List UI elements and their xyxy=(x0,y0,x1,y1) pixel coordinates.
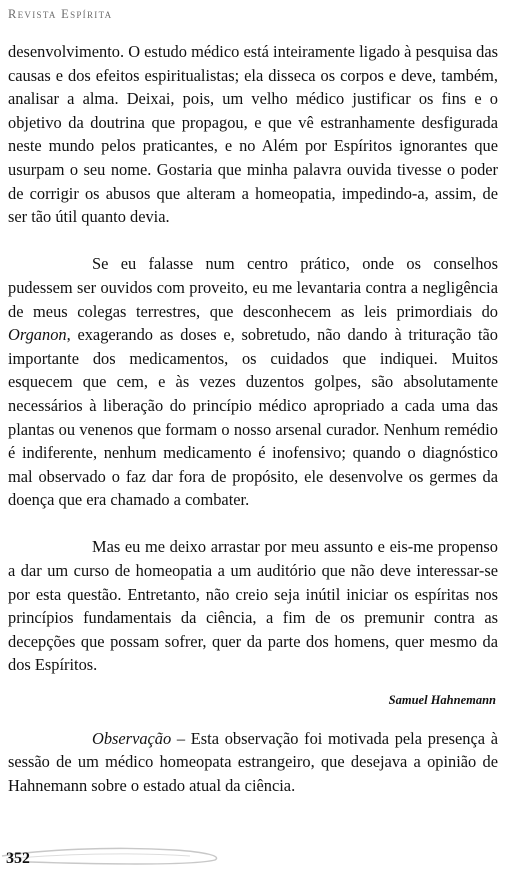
running-title: Revista Espírita xyxy=(8,7,113,21)
paragraph-3: Mas eu me deixo arrastar por meu assunto e eis-me propenso a dar um curso de homeopatia a um auditório que não deve interessar-se por esta questão. Entretanto, não creio seja inútil iniciar os espíritas nos princípios fundamentais da ciência, a fim de os premunir contra as decepções que possam sofrer, quer da parte dos homens, quer mesmo da dos Espíritos. xyxy=(8,537,498,675)
organon-italic: Organon xyxy=(8,325,67,345)
paragraph-2-start: Se eu falasse num centro prático, onde os conselhos pudessem ser ouvidos com proveito, eu me levantaria contra a negligência de meus colegas terrestres, que desconhecem as leis primordiais do xyxy=(8,254,498,321)
observation-note xyxy=(8,727,498,798)
page-footer xyxy=(0,836,507,869)
paragraph-2 xyxy=(8,252,498,512)
decorative-swoosh xyxy=(0,836,230,869)
observation-text: – Esta observação foi motivada pela presença à sessão de um médico homeopata estrangeiro, que desejava a opinião de Hahnemann sobre o estado atual da ciência. xyxy=(8,728,498,795)
paragraph-1: desenvolvimento. O estudo médico está inteiramente ligado à pesquisa das causas e dos efeitos espiritualistas; ela disseca os corpos e deve, também, analisar a alma. Deixai, pois, um velho médico justificar os fins e o objetivo da doutrina que propagou, e que vê estranhamente desfigurada neste mundo pelos praticantes, e no Além por Espíritos ignorantes que usurpam o seu nome. Gostaria que minha palavra ouvida tivesse o poder de corrigir os abusos que alteram a homeopatia, impedindo-a, assim, de ser tão útil quanto devia. xyxy=(8,42,498,227)
signature: Samuel Hahnemann xyxy=(388,693,496,708)
observation-label: Observação xyxy=(92,728,172,748)
body-text xyxy=(8,40,498,797)
page-number: 352 xyxy=(6,850,30,867)
paragraph-2-end: , exagerando as doses e, sobretudo, não dando à trituração tão importante dos medicamentos, os cuidados que indiquei. Muitos esquecem que cem, e às vezes duzentos golpes, são absolutamente necessários à liberação do princípio médico apropriado a cada uma das plantas ou venenos que formam o nosso arsenal curador. Nenhum remédio é indiferente, nenhum medicamento é inofensivo; quando o diagnóstico mal observado o faz dar fora de propósito, ele desenvolve os germes da doença que era chamado a combater. xyxy=(8,325,498,510)
